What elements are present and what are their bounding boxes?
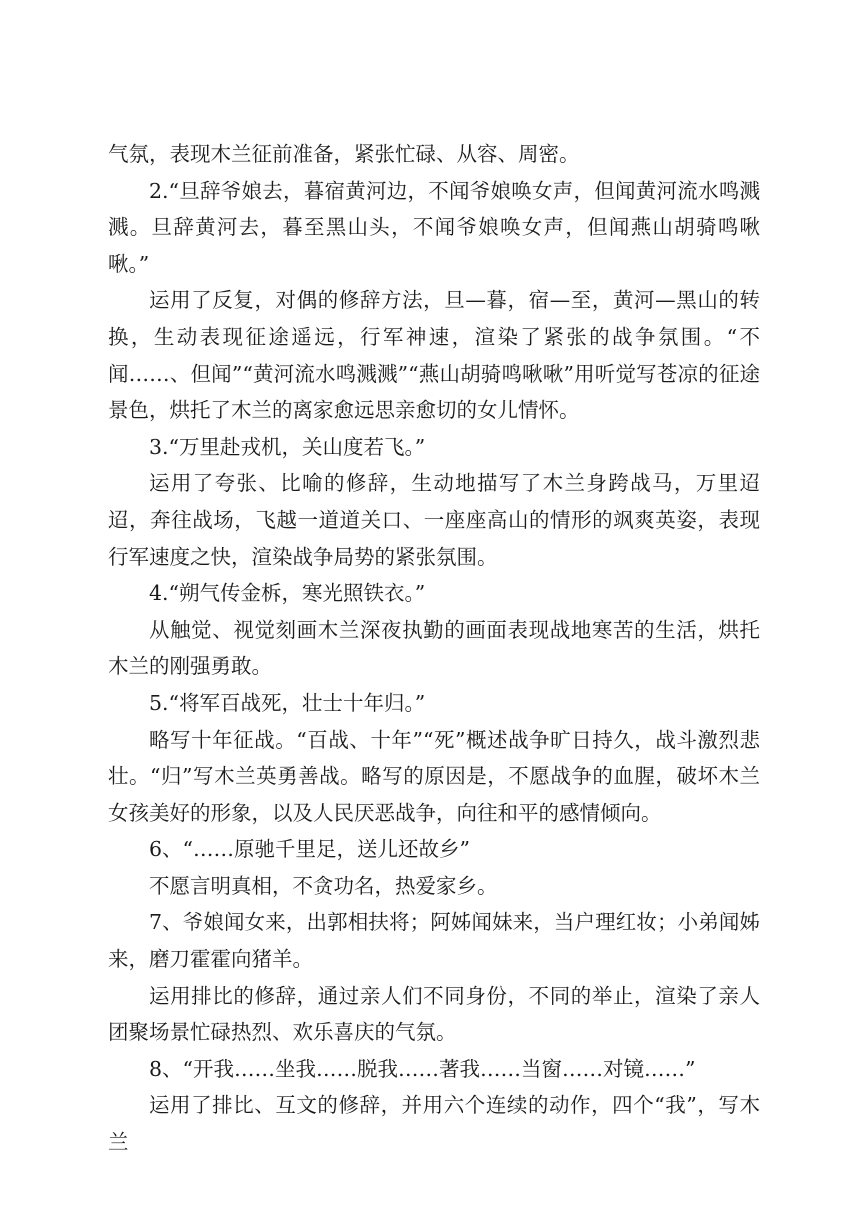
paragraph-6: 4.“朔气传金柝，寒光照铁衣。”	[149, 581, 426, 606]
paragraph-10: 6、“……原驰千里足，送儿还故乡”	[149, 837, 471, 862]
paragraph-7: 从触觉、视觉刻画木兰深夜执勤的画面表现战地寒苦的生活，烘托木兰的刚强勇敢。	[108, 617, 760, 679]
paragraph-12: 7、爷娘闻女来，出郭相扶将；阿姊闻妹来，当户理红妆；小弟闻姊来，磨刀霍霍向猪羊。	[108, 910, 760, 972]
paragraph-5: 运用了夸张、比喻的修辞，生动地描写了木兰身跨战马，万里迢迢，奔往战场，飞越一道道关口、一座座高山的情形的飒爽英姿，表现行军速度之快，渲染战争局势的紧张氛围。	[108, 471, 760, 569]
body-text	[108, 136, 760, 1161]
paragraph-13: 运用排比的修辞，通过亲人们不同身份，不同的举止，渲染了亲人团聚场景忙碌热烈、欢乐喜庆的气氛。	[108, 983, 760, 1045]
paragraph-2: 2.“旦辞爷娘去，暮宿黄河边，不闻爷娘唤女声，但闻黄河流水鸣溅溅。旦辞黄河去，暮至黑山头，不闻爷娘唤女声，但闻燕山胡骑鸣啾啾。”	[108, 178, 760, 276]
paragraph-3: 运用了反复，对偶的修辞方法，旦—暮，宿—至，黄河—黑山的转换，生动表现征途遥远，行军神速，渲染了紧张的战争氛围。“不闻……、但闻”“黄河流水鸣溅溅”“燕山胡骑鸣啾啾”用听觉写苍凉的征途景色，烘托了木兰的离家愈远思亲愈切的女儿情怀。	[108, 288, 760, 423]
paragraph-4: 3.“万里赴戎机，关山度若飞。”	[149, 434, 426, 459]
paragraph-9: 略写十年征战。“百战、十年”“死”概述战争旷日持久，战斗激烈悲壮。“归”写木兰英勇善战。略写的原因是，不愿战争的血腥，破坏木兰女孩美好的形象，以及人民厌恶战争，向往和平的感情倾向。	[108, 727, 760, 825]
paragraph-14: 8、“开我……坐我……脱我……著我……当窗……对镜……”	[149, 1056, 696, 1081]
paragraph-8: 5.“将军百战死，壮士十年归。”	[149, 690, 426, 715]
paragraph-11: 不愿言明真相，不贪功名，热爱家乡。	[149, 873, 498, 898]
paragraph-15: 运用了排比、互文的修辞，并用六个连续的动作，四个“我”，写木兰	[108, 1093, 760, 1155]
paragraph-1: 气氛，表现木兰征前准备，紧张忙碌、从容、周密。	[108, 142, 580, 166]
